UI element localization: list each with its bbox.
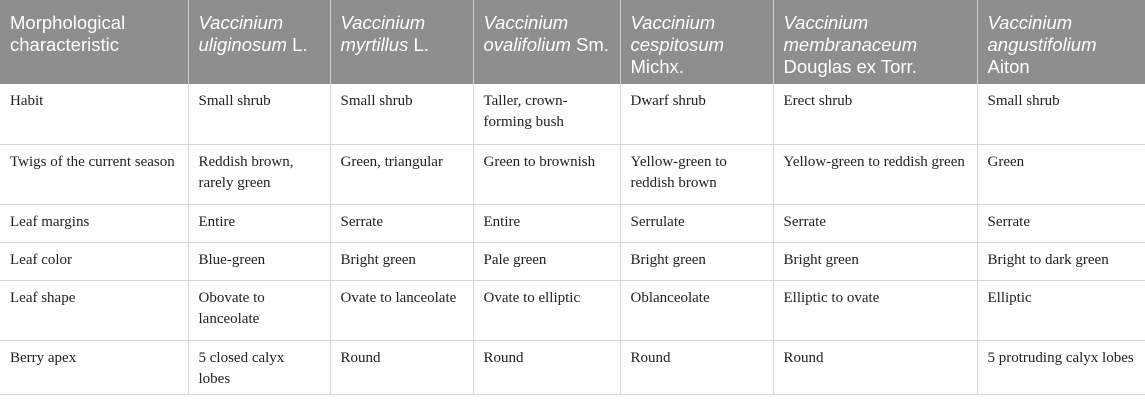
table-cell: Elliptic (977, 280, 1145, 340)
table-cell: Reddish brown, rarely green (188, 144, 330, 204)
header-species (620, 0, 773, 84)
table-cell: Green to brownish (473, 144, 620, 204)
table-cell: Yellow-green to reddish green (773, 144, 977, 204)
table-cell: Serrate (977, 204, 1145, 242)
header-species (473, 0, 620, 84)
table-cell: Small shrub (188, 84, 330, 144)
header-species (188, 0, 330, 84)
table-row (0, 340, 1145, 394)
table-cell: Green (977, 144, 1145, 204)
table-cell: Entire (188, 204, 330, 242)
table-cell: Yellow-green to reddish brown (620, 144, 773, 204)
table-cell: Small shrub (330, 84, 473, 144)
table-cell: Entire (473, 204, 620, 242)
table-cell: Ovate to lanceolate (330, 280, 473, 340)
table-cell: Blue-green (188, 242, 330, 280)
table-cell: Bright green (330, 242, 473, 280)
species-author: Aiton (987, 56, 1030, 77)
species-name: Vaccinium cespitosum (630, 12, 725, 55)
species-author: Douglas ex Torr. (783, 56, 917, 77)
table-cell: Oblanceolate (620, 280, 773, 340)
table-cell: Green, triangular (330, 144, 473, 204)
table-cell: Obovate to lanceolate (188, 280, 330, 340)
row-label: Leaf margins (0, 204, 188, 242)
table-cell: Bright to dark green (977, 242, 1145, 280)
table-cell: Serrulate (620, 204, 773, 242)
table-cell: Pale green (473, 242, 620, 280)
species-name: Vaccinium membranaceum (783, 12, 918, 55)
table-row (0, 280, 1145, 340)
table-cell: Round (473, 340, 620, 394)
table-cell: Bright green (773, 242, 977, 280)
table-cell: Elliptic to ovate (773, 280, 977, 340)
row-label: Leaf color (0, 242, 188, 280)
header-label: Morphological characteristic (10, 12, 126, 55)
table-cell: Round (773, 340, 977, 394)
table-cell: Round (330, 340, 473, 394)
table-cell: Serrate (773, 204, 977, 242)
table-cell: Ovate to elliptic (473, 280, 620, 340)
species-author: L. (413, 34, 429, 55)
table-cell: 5 closed calyx lobes (188, 340, 330, 394)
row-label: Twigs of the current season (0, 144, 188, 204)
species-name: Vaccinium angustifolium (987, 12, 1097, 55)
header-species (330, 0, 473, 84)
table-cell: Serrate (330, 204, 473, 242)
table-cell: Erect shrub (773, 84, 977, 144)
table-cell: Round (620, 340, 773, 394)
species-author: Sm. (576, 34, 609, 55)
row-label: Berry apex (0, 340, 188, 394)
table-row (0, 204, 1145, 242)
header-row (0, 0, 1145, 84)
row-label: Habit (0, 84, 188, 144)
header-characteristic (0, 0, 188, 84)
table-cell: Dwarf shrub (620, 84, 773, 144)
species-name: Vaccinium myrtillus (340, 12, 426, 55)
species-author: L. (292, 34, 308, 55)
table-cell: Taller, crown-forming bush (473, 84, 620, 144)
table-cell: Small shrub (977, 84, 1145, 144)
table-row (0, 84, 1145, 144)
table-cell: 5 protruding calyx lobes (977, 340, 1145, 394)
row-label: Leaf shape (0, 280, 188, 340)
table-row (0, 144, 1145, 204)
header-species (773, 0, 977, 84)
table-cell: Bright green (620, 242, 773, 280)
species-name: Vaccinium ovalifolium (483, 12, 571, 55)
header-species (977, 0, 1145, 84)
species-name: Vaccinium uliginosum (198, 12, 287, 55)
table-row (0, 242, 1145, 280)
species-author: Michx. (630, 56, 684, 77)
